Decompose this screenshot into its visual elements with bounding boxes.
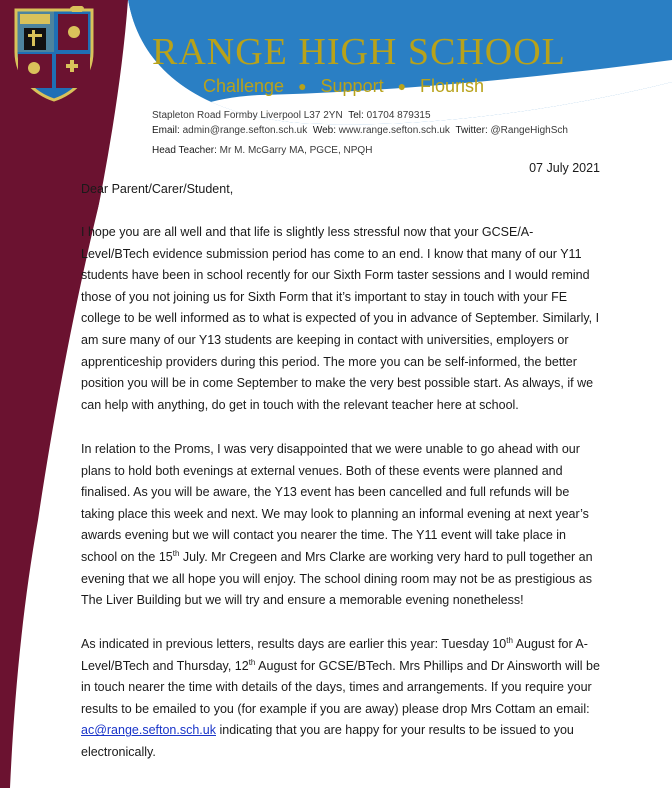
salutation: Dear Parent/Carer/Student, — [81, 182, 234, 196]
motto-word: Flourish — [420, 76, 485, 96]
school-crest-logo — [12, 6, 96, 102]
email-address[interactable]: admin@range.sefton.sch.uk — [182, 125, 308, 136]
address-line — [152, 110, 431, 121]
results-email-link[interactable]: ac@range.sefton.sch.uk — [81, 723, 216, 738]
bullet-icon: ● — [397, 78, 407, 94]
twitter-handle[interactable]: @RangeHighSch — [490, 125, 568, 136]
head-teacher-name: Mr M. McGarry MA, PGCE, NPQH — [219, 145, 373, 156]
school-motto — [203, 76, 484, 97]
letter-date: 07 July 2021 — [529, 161, 600, 175]
tel-label: Tel: — [348, 110, 364, 121]
twitter-label: Twitter: — [455, 125, 488, 136]
tel-number: 01704 879315 — [366, 110, 431, 121]
email-label: Email: — [152, 125, 180, 136]
motto-word: Support — [320, 76, 384, 96]
head-teacher-line — [152, 145, 372, 156]
paragraph-1: I hope you are all well and that life is slightly less stressful now that your GCSE/A-Level/BTech evidence submission period has come to an end. I know that many of our Y11 students have been in school recently for our Sixth Form taster sessions and I would remind those of you not joining us for Sixth Form that it’s important to stay in touch with your FE college to be well informed as to what is expected of you in advance of September. Similarly, I am sure many of our Y13 students are keeping in contact with universities, employers or apprenticeship providers during this period. The more you can be self-informed, the better position you will be in come September to make the very best possible start. As always, if we can help with anything, do get in touch with the relevant teacher here at school. — [81, 225, 600, 412]
web-label: Web: — [312, 125, 336, 136]
contact-line — [152, 125, 568, 136]
school-name: RANGE HIGH SCHOOL — [152, 31, 566, 73]
head-teacher-label: Head Teacher: — [152, 145, 217, 156]
address: Stapleton Road Formby Liverpool L37 2YN — [152, 110, 343, 121]
paragraph-2: In relation to the Proms, I was very disappointed that we were unable to go ahead with our plans to hold both evenings at external venues. Both of these events were planned and finalised. As you will be aware, the Y13 event has been cancelled and full refunds will be taking place this week and next. We may look to planning an informal evening at next year’s awards evening but we will contact you nearer the time. The Y11 event will take place in school on the 15th July. Mr Cregeen and Mrs Clarke are working very hard to pull together an evening that we all hope you will enjoy. The school dining room may not be as prestigious as The Liver Building but we will try and ensure a memorable evening nonetheless! — [81, 442, 593, 608]
motto-word: Challenge — [203, 76, 285, 96]
web-address[interactable]: www.range.sefton.sch.uk — [338, 125, 450, 136]
bullet-icon: ● — [298, 78, 307, 94]
paragraph-3: As indicated in previous letters, results days are earlier this year: Tuesday 10th August for A-Level/BTech and Thursday, 12th August for GCSE/BTech. Mrs Phillips and Dr Ainsworth will be in touch nearer the time with details of the days, times and arrangements. If you require your results to be emailed to you (for example if you are away) please drop Mrs Cottam an email: ac@range.sefton.sch.uk indicating that you are happy for your results to be issued to you electronically. — [81, 635, 600, 759]
